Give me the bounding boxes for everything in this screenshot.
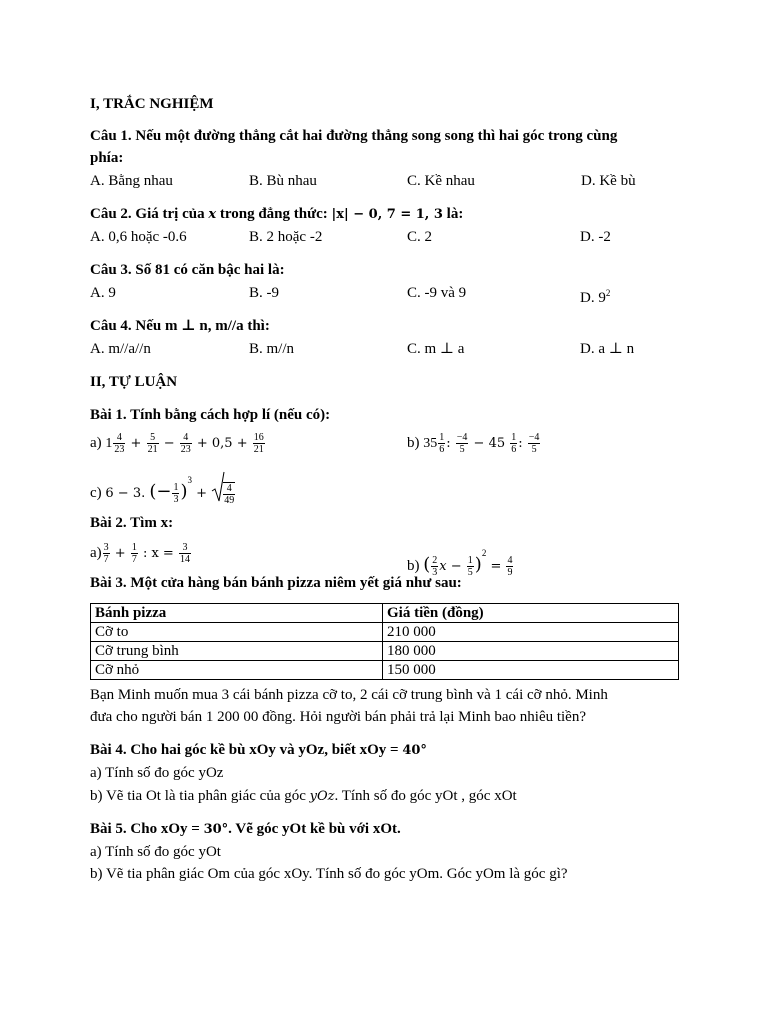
bai5-part-a: a) Tính số đo góc yOt: [90, 844, 221, 860]
op: +: [110, 546, 130, 561]
expr: 6 − 3.: [105, 486, 150, 501]
table-row: [91, 623, 679, 642]
q2-prefix: Câu 2. Giá trị của: [90, 206, 209, 222]
bai4-title-text: Bài 4. Cho hai góc kề bù xOy và yOz, biết xOy =: [90, 742, 403, 758]
text: . Tính số đo góc yOt , góc xOt: [334, 788, 517, 804]
table-cell: 180 000: [383, 642, 679, 661]
bai1-b-label: b): [407, 435, 420, 451]
op: −: [159, 436, 179, 451]
den: 6: [439, 444, 445, 456]
bai2-title: Bài 2. Tìm x:: [90, 515, 174, 531]
pizza-price-table: [90, 603, 679, 680]
den: 7: [103, 554, 109, 566]
den: 9: [507, 567, 513, 579]
op: :: [518, 436, 527, 451]
op: − 45: [469, 436, 510, 451]
num: 1: [511, 432, 517, 444]
bai5-title-text: Bài 5. Cho xOy =: [90, 821, 204, 837]
q3-option-c: C. -9 và 9: [407, 285, 467, 301]
den: 5: [531, 444, 537, 456]
bai1-a-frac4: [253, 432, 265, 455]
q4-option-c: C. m ⊥ a: [407, 341, 465, 357]
bai1-a-frac3: [180, 432, 192, 455]
op: +: [192, 486, 212, 501]
bai2-a-frac1: [103, 542, 110, 565]
q4-option-a: A. m//a//n: [90, 341, 151, 357]
bai3-paragraph-line2: đưa cho người bán 1 200 00 đồng. Hỏi người bán phải trả lại Minh bao nhiêu tiền?: [90, 709, 586, 725]
text: b) Vẽ tia Ot là tia phân giác của góc: [90, 788, 310, 804]
bai3-paragraph-line1: Bạn Minh muốn mua 3 cái bánh pizza cỡ to, 2 cái cỡ trung bình và 1 cái cỡ nhỏ. Minh: [90, 687, 608, 703]
paren: (−: [149, 481, 172, 502]
op: + 0,5 +: [192, 436, 252, 451]
table-row: [91, 661, 679, 680]
exponent: 3: [187, 475, 193, 485]
den: 21: [147, 444, 158, 456]
q1-option-b: B. Bù nhau: [249, 173, 317, 189]
q2-option-d: D. -2: [580, 229, 611, 245]
q1-option-a: A. Bằng nhau: [90, 173, 173, 189]
bai1-title: Bài 1. Tính bằng cách hợp lí (nếu có):: [90, 407, 331, 423]
expr: x −: [439, 559, 466, 574]
table-cell: 210 000: [383, 623, 679, 642]
bai5-angle-value: 30°: [203, 822, 229, 837]
bai2-b-frac3: [506, 555, 513, 578]
q3-option-a: A. 9: [90, 285, 116, 301]
bai4-angle-value: 40°: [402, 743, 427, 758]
op: :: [446, 436, 455, 451]
q2-variable: x: [208, 207, 217, 222]
bai2-a-frac3: [179, 542, 191, 565]
den: 6: [511, 444, 517, 456]
q1-text-line2: phía:: [90, 150, 124, 166]
q2-option-b: B. 2 hoặc -2: [249, 229, 323, 245]
bai4-part-b: [90, 787, 517, 806]
num: −4: [456, 432, 468, 444]
table-cell: 150 000: [383, 661, 679, 680]
bai1-b-frac2: [456, 432, 469, 455]
num: 4: [180, 432, 192, 444]
q4-text: Câu 4. Nếu m ⊥ n, m//a thì:: [90, 318, 270, 334]
q3-option-d: [580, 284, 610, 307]
num: 4: [507, 555, 513, 567]
table-cell: Cỡ nhỏ: [91, 661, 383, 680]
bai1-b-frac3: [510, 432, 517, 455]
paren: ): [474, 554, 482, 575]
paren: ): [180, 481, 188, 502]
bai1-b-frac4: [528, 432, 541, 455]
q2-equation: |x| − 0, 7 = 1, 3: [331, 207, 443, 222]
bai1-a-label: a): [90, 435, 102, 451]
bai1-c-frac: [172, 482, 179, 505]
den: 49: [224, 494, 235, 506]
bai5-title: [90, 820, 401, 839]
q2-mid: trong đẳng thức:: [216, 206, 332, 222]
num: 3: [179, 542, 191, 554]
num: 1: [131, 542, 137, 554]
num: 1: [467, 555, 473, 567]
bai4-part-a: a) Tính số đo góc yOz: [90, 765, 224, 781]
table-header-cell: Bánh pizza: [91, 604, 383, 623]
bai2-b-frac2: [467, 555, 474, 578]
bai1-c-label: c): [90, 485, 102, 501]
bai5-title-suffix: . Vẽ góc yOt kề bù với xOt.: [228, 821, 401, 837]
q2-option-c: C. 2: [407, 229, 433, 245]
num: 2: [432, 555, 438, 567]
q1-option-d: D. Kề bù: [581, 173, 636, 189]
bai1-part-c: [90, 462, 236, 506]
num: 1: [173, 482, 179, 494]
den: 3: [173, 494, 179, 506]
bai3-title: Bài 3. Một cửa hàng bán bánh pizza niêm yết giá như sau:: [90, 575, 462, 591]
bai1-c-sqrt-frac: [223, 482, 235, 506]
q4-option-d: D. a ⊥ n: [580, 341, 635, 357]
bai4-title: [90, 741, 427, 760]
den: 5: [459, 444, 465, 456]
exponent: 2: [481, 548, 487, 558]
bai2-a-label: a): [90, 545, 102, 561]
bai1-b-frac1: [438, 432, 445, 455]
angle-name: yOz: [309, 789, 335, 804]
q3-option-d-base: D. 9: [580, 290, 606, 306]
bai5-part-b: b) Vẽ tia phân giác Om của góc xOy. Tính số đo góc yOm. Góc yOm là góc gì?: [90, 866, 568, 882]
den: 5: [467, 567, 473, 579]
bai1-a-frac1: [113, 432, 125, 455]
q2-text: [90, 205, 463, 224]
q3-option-b: B. -9: [249, 285, 279, 301]
bai2-part-b: [407, 537, 514, 579]
den: 21: [253, 444, 264, 456]
op: +: [126, 436, 146, 451]
q2-option-a: A. 0,6 hoặc -0.6: [90, 229, 187, 245]
paren: (: [423, 554, 431, 575]
bai1-part-b: [407, 428, 541, 458]
bai1-a-int: 1: [105, 436, 113, 451]
table-header-cell: Giá tiền (đồng): [383, 604, 679, 623]
num: 3: [103, 542, 109, 554]
den: 7: [131, 554, 137, 566]
q2-suffix: là:: [442, 206, 464, 222]
q3-option-d-exponent: 2: [605, 288, 611, 298]
section-2-title: II, TỰ LUẬN: [90, 374, 178, 390]
op: : x =: [138, 546, 178, 561]
table-cell: Cỡ trung bình: [91, 642, 383, 661]
op: =: [486, 559, 506, 574]
den: 3: [432, 567, 438, 579]
q3-text: Câu 3. Số 81 có căn bậc hai là:: [90, 262, 285, 278]
num: −4: [528, 432, 540, 444]
bai1-part-a: [90, 428, 266, 458]
table-header-row: [91, 604, 679, 623]
table-cell: Cỡ to: [91, 623, 383, 642]
den: 23: [180, 444, 191, 456]
bai2-a-frac2: [131, 542, 138, 565]
bai1-b-int: 35: [423, 436, 438, 451]
num: 16: [253, 432, 264, 444]
den: 14: [179, 554, 190, 566]
num: 5: [147, 432, 159, 444]
section-1-title: I, TRẮC NGHIỆM: [90, 96, 214, 112]
den: 23: [114, 444, 125, 456]
bai2-part-a: [90, 537, 192, 569]
num: 4: [223, 483, 235, 495]
bai1-a-frac2: [147, 432, 159, 455]
q1-option-c: C. Kề nhau: [407, 173, 475, 189]
num: 1: [439, 432, 445, 444]
num: 4: [113, 432, 125, 444]
q4-option-b: B. m//n: [249, 341, 295, 357]
table-row: [91, 642, 679, 661]
q1-text-line1: Câu 1. Nếu một đường thẳng cắt hai đường thẳng song song thì hai góc trong cùng: [90, 128, 618, 144]
bai2-b-label: b): [407, 558, 420, 574]
